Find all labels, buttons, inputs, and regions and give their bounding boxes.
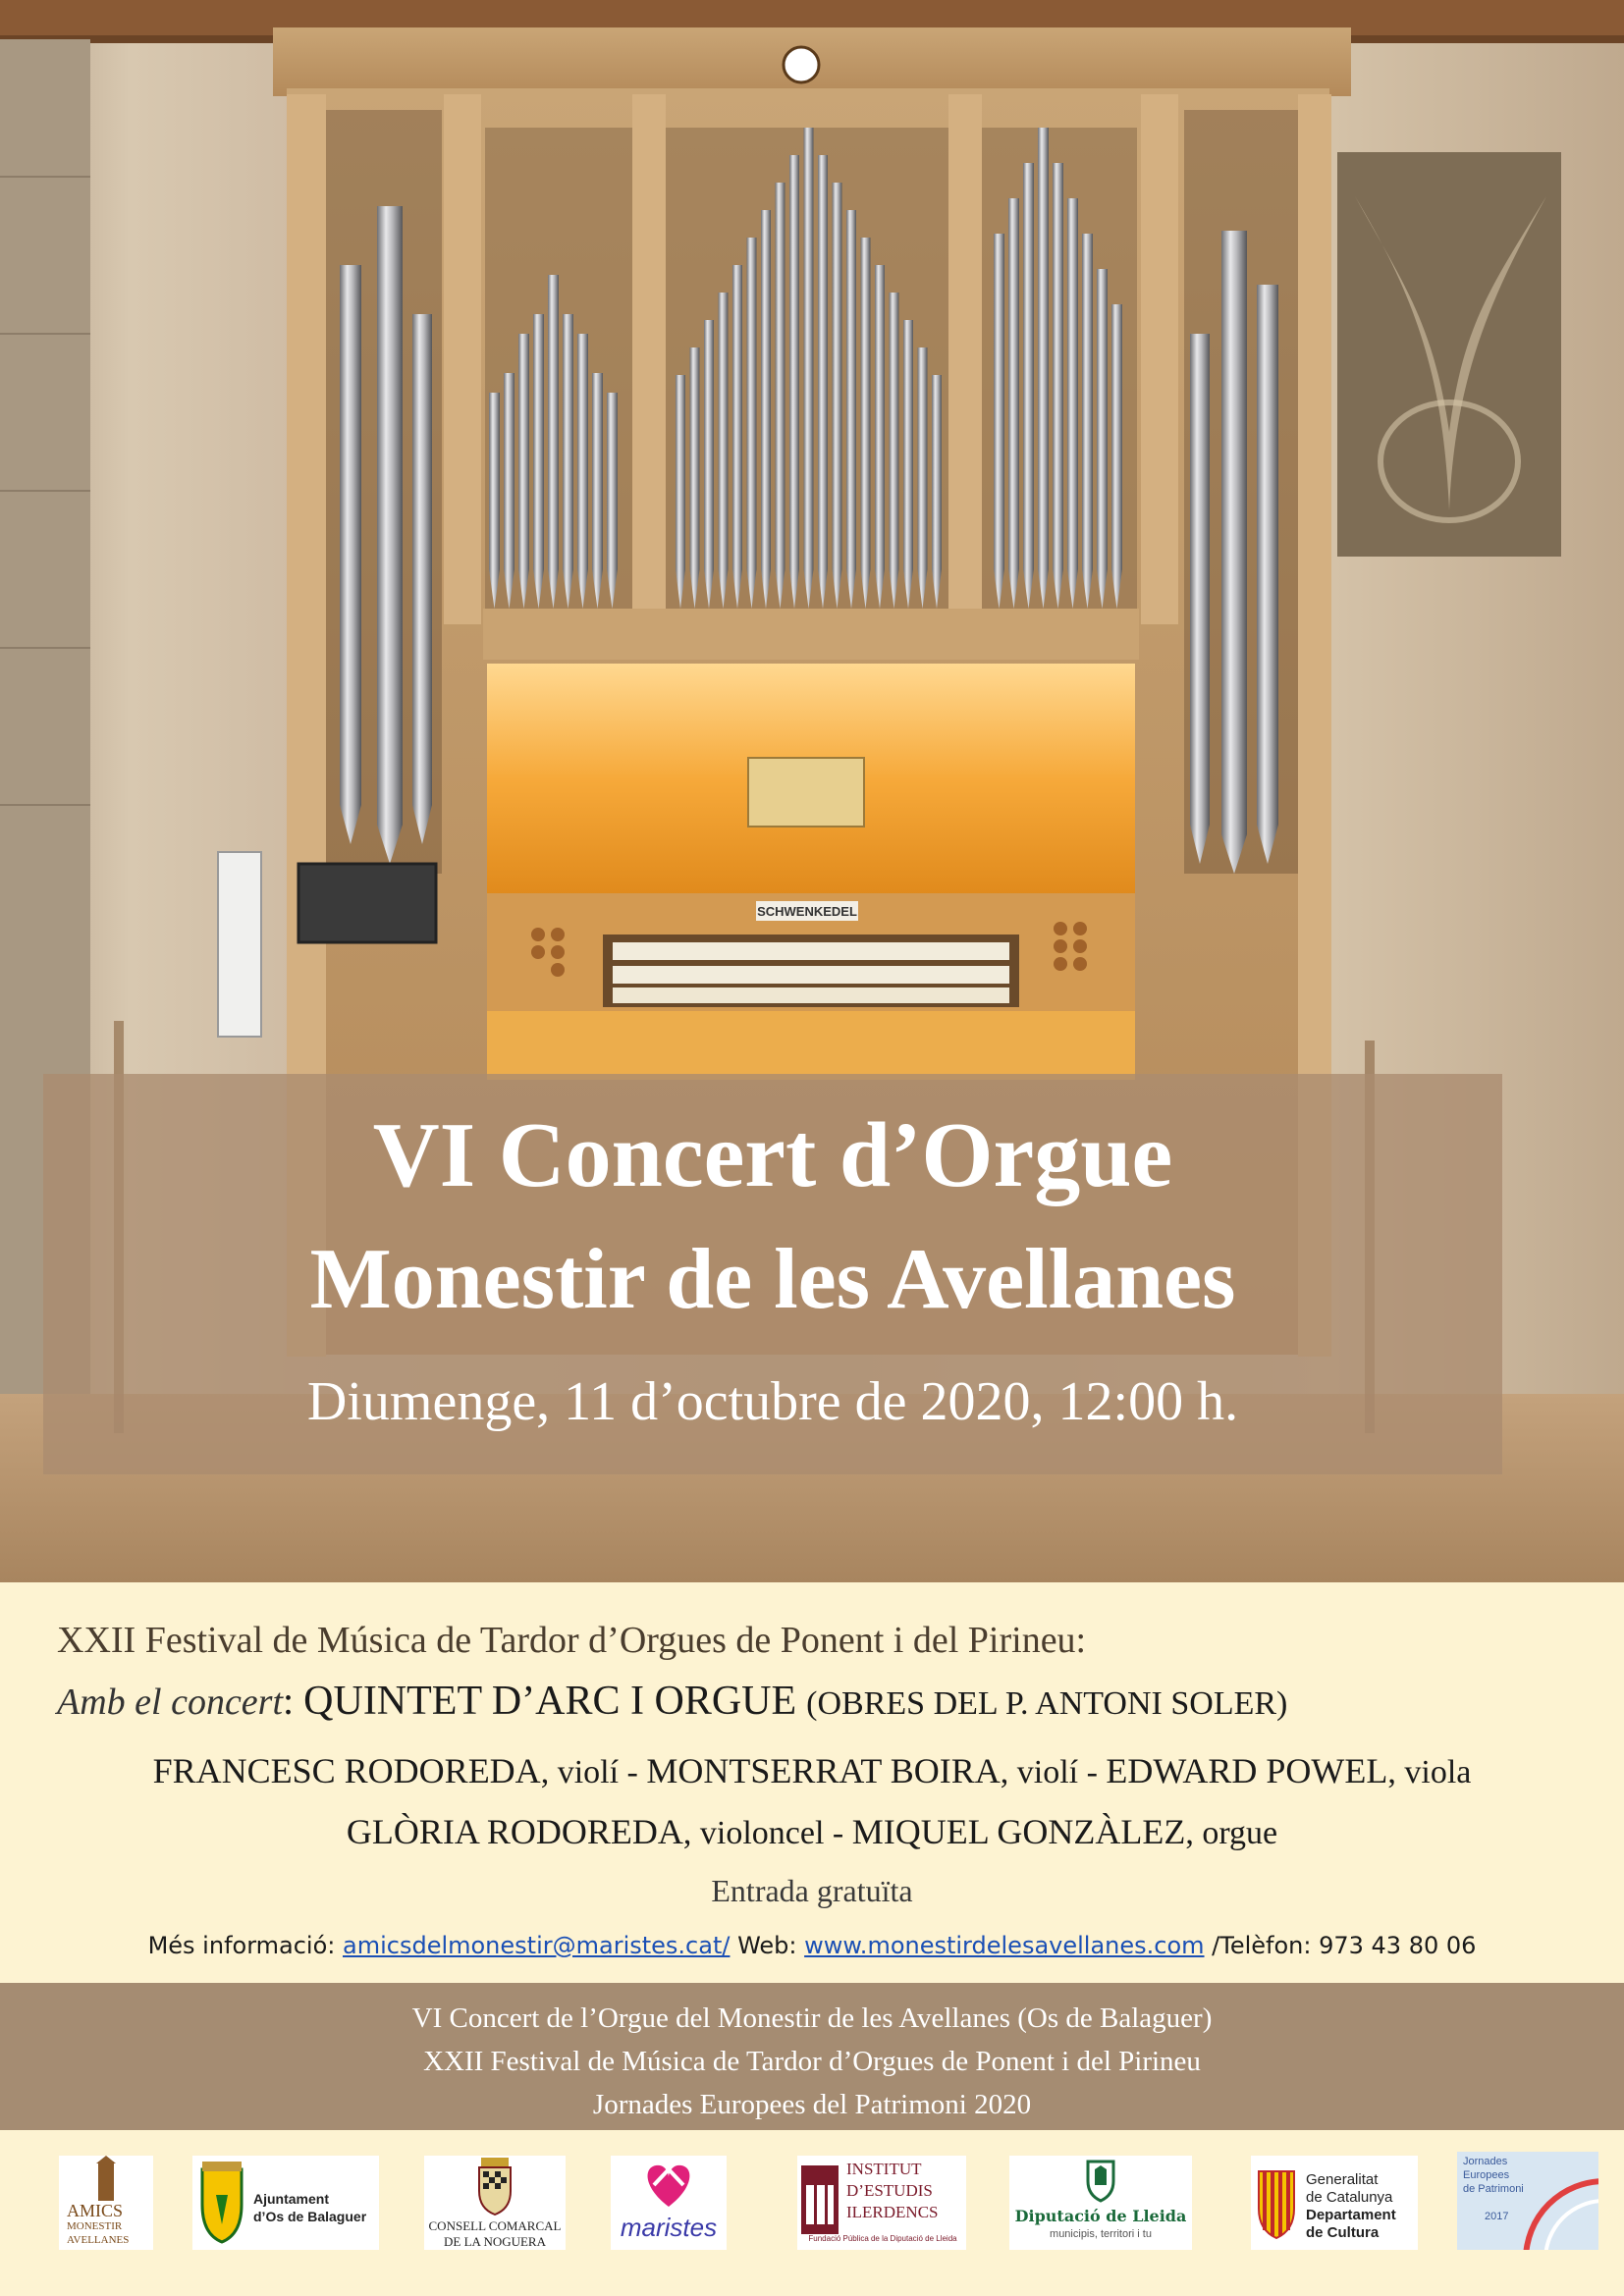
logo-amics-l1: AMICS — [67, 2201, 124, 2220]
organ-pipe — [690, 347, 700, 569]
organ-pipe — [518, 334, 529, 569]
musician-name: MIQUEL GONZÀLEZ — [851, 1812, 1186, 1851]
logo-jornades-l4: 2017 — [1485, 2211, 1509, 2222]
organ-pipe — [1257, 285, 1278, 825]
organ-pipe — [932, 375, 942, 569]
logo-amics-l2: MONESTIR — [67, 2220, 123, 2232]
logo-iei-l3: ILERDENCS — [846, 2203, 939, 2221]
web-link[interactable]: www.monestirdelesavellanes.com — [804, 1932, 1205, 1959]
logo-generalitat-l4: de Cultura — [1306, 2224, 1380, 2241]
organ-pipe — [1053, 163, 1063, 569]
organ-pipe — [533, 314, 544, 569]
logo-consell-l1: CONSELL COMARCAL — [428, 2218, 562, 2233]
footer-line-jornades: Jornades Europees del Patrimoni 2020 — [592, 2089, 1032, 2120]
venue-title: Monestir de les Avellanes — [309, 1232, 1236, 1327]
organ-pipe — [846, 210, 856, 569]
musician-separator: - — [824, 1815, 852, 1851]
musicians-line-2 — [0, 1810, 1624, 1855]
organ-pipe — [890, 293, 899, 569]
program-line — [57, 1677, 1287, 1729]
logo-generalitat-l1: Generalitat — [1306, 2171, 1379, 2188]
organ-pipe — [818, 155, 828, 569]
logo-iei-l4: Fundació Pública de la Diputació de Lleida — [808, 2234, 957, 2243]
musician-name: EDWARD POWEL — [1106, 1751, 1388, 1790]
organ-pipe — [607, 393, 618, 569]
organ-pipe — [903, 320, 913, 569]
maristes-heart-icon — [611, 2156, 727, 2215]
logo-ajuntament-l1: Ajuntament — [253, 2191, 329, 2207]
logo-diputacio-l1: Diputació de Lleida — [1014, 2207, 1187, 2225]
organ-pipe — [548, 275, 559, 569]
logo-generalitat-l2: de Catalunya — [1306, 2189, 1393, 2206]
program-ensemble: QUINTET D’ARC I ORGUE — [303, 1679, 797, 1724]
musician-role: , violí — [540, 1754, 620, 1790]
musician-role: , violí — [1000, 1754, 1079, 1790]
diputacio-crest-icon — [1009, 2156, 1192, 2205]
title-band — [43, 1074, 1502, 1474]
program-colon: : — [283, 1679, 295, 1723]
footer-band — [0, 1983, 1624, 2130]
musician-name: GLÒRIA RODOREDA — [346, 1812, 683, 1851]
organ-pipe — [719, 293, 729, 569]
os-de-balaguer-shield-icon — [192, 2156, 251, 2250]
noguera-shield-icon — [424, 2156, 566, 2216]
organ-pipe — [377, 206, 403, 825]
footer-line-concert: VI Concert de l’Orgue del Monestir de les Avellanes (Os de Balaguer) — [411, 2002, 1213, 2034]
contact-line — [0, 1930, 1624, 1961]
organ-pipe — [489, 393, 500, 569]
logo-iei-l1: INSTITUT — [846, 2160, 922, 2178]
organ-pipe — [747, 238, 757, 569]
logo-jornades-l2: Europees — [1463, 2169, 1510, 2181]
organ-pipe — [1221, 231, 1247, 834]
organ-pipe — [676, 375, 685, 569]
organ-pipe — [577, 334, 588, 569]
logo-generalitat-l3: Departament — [1306, 2207, 1396, 2223]
logo-maristes — [611, 2156, 727, 2250]
logo-institut-estudis-ilerdencs — [797, 2156, 966, 2250]
organ-pipe — [504, 373, 514, 569]
musician-separator: - — [1078, 1754, 1107, 1790]
web-label: Web: — [730, 1932, 805, 1959]
speaker-column — [218, 852, 261, 1037]
organ-pipe — [804, 128, 814, 569]
musician-role: , orgue — [1185, 1815, 1278, 1851]
concert-title: VI Concert d’Orgue — [372, 1104, 1173, 1206]
musician-role: , viola — [1387, 1754, 1472, 1790]
organ-pipe — [789, 155, 799, 569]
musician-separator: - — [619, 1754, 647, 1790]
logo-maristes-text: maristes — [620, 2213, 718, 2242]
organ-pipe — [412, 314, 432, 805]
organ-pipe — [875, 265, 885, 569]
logo-jornades-europees — [1457, 2152, 1598, 2250]
organ-pipe — [1097, 269, 1108, 569]
logo-ajuntament-l2: d’Os de Balaguer — [253, 2209, 367, 2224]
logo-consell-l2: DE LA NOGUERA — [444, 2234, 546, 2249]
organ-pipe — [833, 183, 842, 569]
logo-amics-monestir — [59, 2156, 153, 2250]
concert-datetime: Diumenge, 11 d’octubre de 2020, 12:00 h. — [306, 1371, 1239, 1432]
organ-pipe — [1023, 163, 1034, 569]
logo-jornades-l3: de Patrimoni — [1463, 2183, 1524, 2195]
organ-pipe — [861, 238, 871, 569]
organ-pipe — [1111, 304, 1122, 569]
dedication-plaque — [748, 758, 864, 827]
logo-amics-l3: AVELLANES — [67, 2234, 130, 2246]
musician-name: FRANCESC RODOREDA — [152, 1751, 541, 1790]
organ-pipe — [732, 265, 742, 569]
program-works: (OBRES DEL P. ANTONI SOLER) — [806, 1685, 1288, 1722]
touch-screen — [298, 864, 436, 942]
organ-pipe — [1190, 334, 1210, 825]
email-link[interactable]: amicsdelmonestir@maristes.cat/ — [343, 1932, 731, 1959]
organ-pipe — [704, 320, 714, 569]
logo-ajuntament-os — [192, 2156, 379, 2250]
musicians-line-1 — [0, 1749, 1624, 1794]
musician-name: MONTSERRAT BOIRA — [646, 1751, 1001, 1790]
organ-pipe — [776, 183, 785, 569]
organ-pipe — [918, 347, 928, 569]
organ-pipe — [1082, 234, 1093, 569]
generalitat-shield-icon — [1251, 2156, 1302, 2250]
entry-note: Entrada gratuïta — [711, 1873, 913, 1908]
organ-pipe — [1008, 198, 1019, 569]
logo-consell-comarcal — [424, 2156, 566, 2250]
musician-role: , violoncel — [682, 1815, 825, 1851]
organ-pipe — [592, 373, 603, 569]
logo-iei-l2: D’ESTUDIS — [846, 2181, 933, 2200]
organ-pipe — [1067, 198, 1078, 569]
logo-diputacio-l2: municipis, territori i tu — [1050, 2228, 1152, 2240]
info-section — [0, 1582, 1624, 1983]
phone-text: /Telèfon: 973 43 80 06 — [1204, 1932, 1477, 1959]
contact-label: Més informació: — [147, 1932, 343, 1959]
organ-pipe — [761, 210, 771, 569]
organ-pipe — [563, 314, 573, 569]
organ-nameplate-text: SCHWENKEDEL — [757, 904, 857, 919]
organ-pipe — [994, 234, 1004, 569]
logo-generalitat — [1251, 2156, 1418, 2250]
organ-pipe — [1038, 128, 1049, 569]
program-lead: Amb el concert — [57, 1682, 284, 1723]
footer-line-festival: XXII Festival de Música de Tardor d’Orgues de Ponent i del Pirineu — [423, 2046, 1201, 2077]
logo-diputacio-lleida — [1009, 2156, 1192, 2250]
festival-name: XXII Festival de Música de Tardor d’Orgues de Ponent i del Pirineu: — [57, 1620, 1087, 1661]
sponsor-logos — [0, 2130, 1624, 2296]
organ-pipe — [340, 265, 361, 805]
logo-jornades-l1: Jornades — [1463, 2156, 1508, 2167]
